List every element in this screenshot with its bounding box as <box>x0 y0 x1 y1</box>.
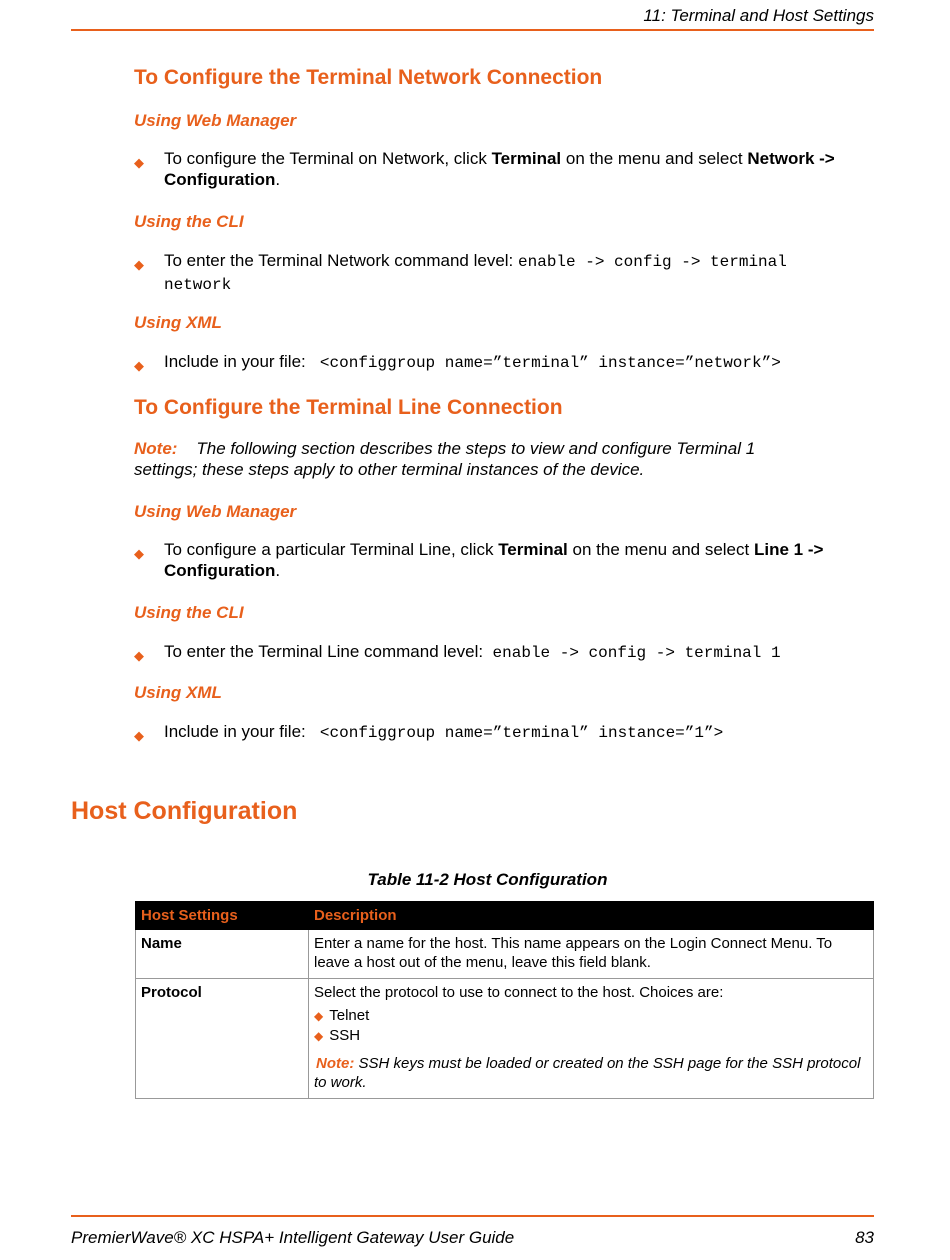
subheading-xml: Using XML <box>134 313 222 332</box>
diamond-bullet-icon: ◆ <box>314 1009 324 1023</box>
bullet-line-cli: ◆ To enter the Terminal Line command level: enable -> config -> terminal 1 <box>134 641 854 664</box>
table-row <box>136 930 874 979</box>
note-label: Note: <box>316 1055 355 1072</box>
table-header-row <box>136 902 874 930</box>
bullet-line-xml: ◆ Include in your file: <configgroup name=”terminal” instance=”1”> <box>134 721 854 744</box>
bullet-line-web: ◆ To configure a particular Terminal Line, click Terminal on the menu and select Line 1 -> Configuration. <box>134 540 824 580</box>
column-header-description: Description <box>309 902 874 930</box>
host-config-heading: Host Configuration <box>71 797 298 825</box>
table-caption: Table 11-2 Host Configuration <box>367 870 608 889</box>
table-row <box>136 979 874 1099</box>
diamond-bullet-icon: ◆ <box>134 358 144 373</box>
setting-description-cell <box>309 979 874 1099</box>
list-item: ◆ Telnet <box>314 1007 370 1024</box>
header-rule <box>71 29 874 31</box>
footer-rule <box>71 1215 874 1217</box>
footer-doc-title: PremierWave® XC HSPA+ Intelligent Gateway User Guide <box>71 1228 515 1247</box>
list-item: ◆ SSH <box>314 1027 361 1044</box>
bullet-network-xml: ◆ Include in your file: <configgroup name=”terminal” instance=”network”> <box>134 351 854 374</box>
subheading-cli: Using the CLI <box>134 212 244 231</box>
subheading-xml: Using XML <box>134 683 222 702</box>
bullet-network-web: ◆ To configure the Terminal on Network, click Terminal on the menu and select Network -> Configuration. <box>134 149 835 189</box>
setting-description: Select the protocol to use to connect to the host. Choices are: <box>314 984 724 1001</box>
section-heading-network: To Configure the Terminal Network Connection <box>134 66 603 89</box>
cli-command: enable -> config -> terminal network <box>164 253 787 294</box>
diamond-bullet-icon: ◆ <box>134 546 144 561</box>
note-terminal-line: Note: The following section describes the steps to view and configure Terminal 1 settings; these steps apply to other terminal instances of the device. <box>134 439 756 479</box>
cli-command: enable -> config -> terminal 1 <box>492 644 781 662</box>
setting-name: Protocol <box>136 979 309 1099</box>
diamond-bullet-icon: ◆ <box>134 648 144 663</box>
note-label: Note: <box>134 439 178 458</box>
xml-snippet: <configgroup name=”terminal” instance=”network”> <box>319 354 781 372</box>
bullet-network-cli: ◆ To enter the Terminal Network command level: enable -> config -> terminal network <box>134 251 787 294</box>
subheading-web-manager: Using Web Manager <box>134 502 297 521</box>
chapter-header: 11: Terminal and Host Settings <box>643 6 874 25</box>
protocol-note: Note: SSH keys must be loaded or created on the SSH page for the SSH protocol to work. <box>314 1055 861 1091</box>
setting-description: Enter a name for the host. This name appears on the Login Connect Menu. To leave a host out of the menu, leave this field blank. <box>309 930 874 979</box>
diamond-bullet-icon: ◆ <box>134 155 144 170</box>
diamond-bullet-icon: ◆ <box>134 728 144 743</box>
diamond-bullet-icon: ◆ <box>134 257 144 272</box>
host-config-table <box>135 901 874 1099</box>
setting-name: Name <box>136 930 309 979</box>
subheading-web-manager: Using Web Manager <box>134 111 297 130</box>
section-heading-line: To Configure the Terminal Line Connection <box>134 396 563 419</box>
xml-snippet: <configgroup name=”terminal” instance=”1”> <box>319 724 724 742</box>
diamond-bullet-icon: ◆ <box>314 1029 324 1043</box>
column-header-settings: Host Settings <box>136 902 309 930</box>
subheading-cli: Using the CLI <box>134 603 244 622</box>
page-number: 83 <box>855 1228 874 1247</box>
